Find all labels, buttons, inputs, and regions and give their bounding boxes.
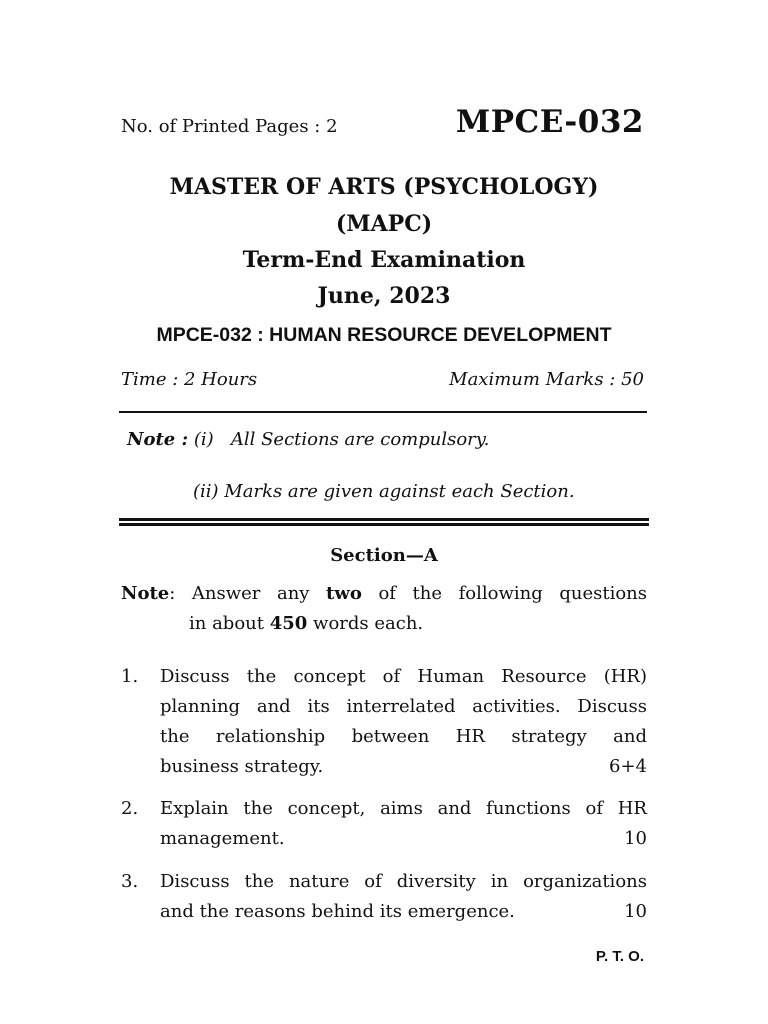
paper-code: MPCE-032	[455, 104, 644, 140]
question-last-line	[160, 752, 647, 782]
question-line: Discuss the nature of diversity in organizations	[160, 871, 647, 892]
question-line: Discuss the concept of Human Resource (HR)	[160, 666, 647, 687]
question-line: and the reasons behind its emergence.	[160, 901, 515, 922]
general-note-1	[127, 429, 489, 450]
question-line: planning and its interrelated activities. Discuss	[160, 696, 647, 717]
exam-session: June, 2023	[317, 283, 451, 309]
time-allowed: Time : 2 Hours	[121, 369, 258, 390]
double-rule-bottom	[119, 523, 649, 526]
question-marks: 10	[624, 828, 647, 849]
question-last-line	[160, 897, 647, 927]
question-1	[121, 662, 647, 782]
section-title: Section—A	[330, 545, 438, 566]
question-3	[121, 867, 647, 927]
please-turn-over: P. T. O.	[595, 948, 644, 965]
question-number: 1.	[121, 666, 139, 687]
question-marks: 6+4	[609, 756, 647, 777]
time-marks-row	[121, 369, 644, 390]
question-last-line	[160, 824, 647, 854]
note-item-text: Marks are given against each Section.	[224, 481, 575, 502]
printed-pages: No. of Printed Pages : 2	[121, 116, 338, 137]
section-note-line-1: Note: Answer any two of the following questions	[121, 583, 647, 604]
question-number: 3.	[121, 871, 139, 892]
note-item-number: (ii)	[193, 481, 219, 502]
section-note-label: Note	[121, 583, 170, 604]
exam-title: Term-End Examination	[242, 247, 526, 273]
question-marks: 10	[624, 901, 647, 922]
question-line: management.	[160, 828, 285, 849]
section-note-line-2: in about 450 words each.	[189, 613, 424, 634]
divider	[119, 411, 647, 413]
note-item-number: (i)	[193, 429, 214, 450]
question-line: Explain the concept, aims and functions of HR	[160, 798, 647, 819]
note-item-text: All Sections are compulsory.	[230, 429, 490, 450]
degree-abbr: (MAPC)	[335, 211, 433, 237]
general-note-2	[193, 481, 575, 502]
maximum-marks: Maximum Marks : 50	[449, 369, 644, 390]
course-title: MPCE-032 : HUMAN RESOURCE DEVELOPMENT	[156, 324, 612, 346]
degree-title: MASTER OF ARTS (PSYCHOLOGY)	[169, 174, 599, 200]
question-2	[121, 794, 647, 854]
section-note	[121, 579, 647, 639]
note-label: Note :	[127, 429, 189, 450]
question-line: the relationship between HR strategy and	[160, 726, 647, 747]
question-number: 2.	[121, 798, 139, 819]
double-rule-top	[119, 518, 649, 521]
question-line: business strategy.	[160, 756, 324, 777]
